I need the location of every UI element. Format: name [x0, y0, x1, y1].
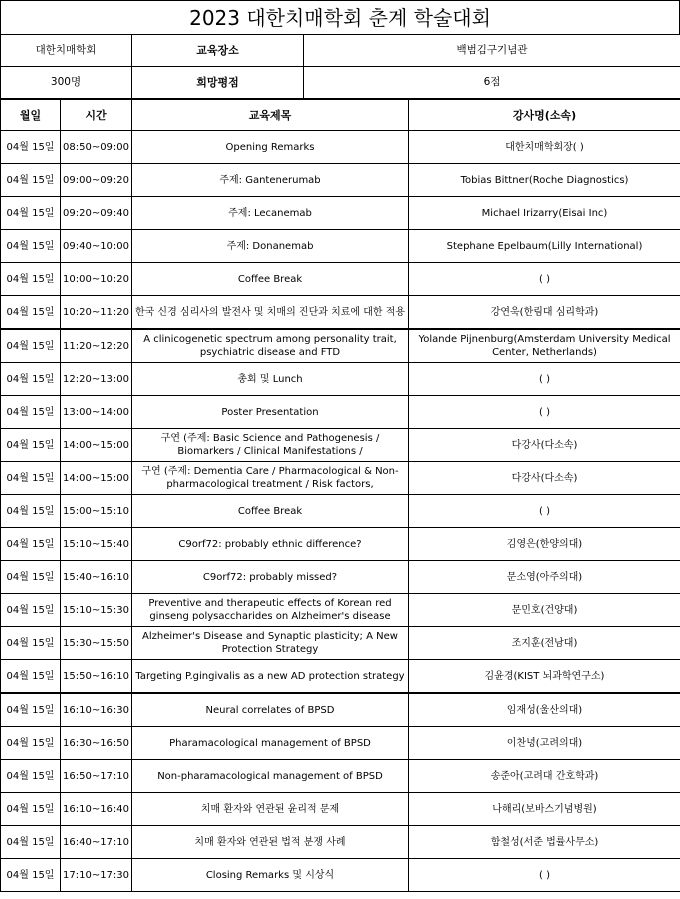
session-time: 09:40~10:00: [61, 230, 132, 263]
session-speaker: ( ): [409, 263, 680, 296]
session-time: 14:00~15:00: [61, 462, 132, 495]
session-date: 04월 15일: [1, 760, 61, 793]
session-time: 12:20~13:00: [61, 363, 132, 396]
session-time: 16:30~16:50: [61, 727, 132, 760]
table-row: [1, 230, 680, 263]
session-topic: Coffee Break: [132, 495, 409, 528]
session-topic: 한국 신경 심리사의 발전사 및 치매의 진단과 치료에 대한 적용: [132, 296, 409, 330]
session-date: 04월 15일: [1, 660, 61, 694]
table-row: [1, 329, 680, 363]
table-row: [1, 760, 680, 793]
session-speaker: Michael Irizarry(Eisai Inc): [409, 197, 680, 230]
session-date: 04월 15일: [1, 693, 61, 727]
session-date: 04월 15일: [1, 594, 61, 627]
session-speaker: 강연욱(한림대 심리학과): [409, 296, 680, 330]
session-topic: Opening Remarks: [132, 131, 409, 164]
session-speaker: 이찬녕(고려의대): [409, 727, 680, 760]
info-row-1: [1, 35, 680, 67]
session-topic: 치매 환자와 연관된 윤리적 문제: [132, 793, 409, 826]
table-row: [1, 131, 680, 164]
header-topic: 교육제목: [132, 100, 409, 131]
session-topic: Pharamacological management of BPSD: [132, 727, 409, 760]
session-date: 04월 15일: [1, 793, 61, 826]
info-table: [0, 34, 680, 99]
session-speaker: ( ): [409, 363, 680, 396]
session-time: 15:40~16:10: [61, 561, 132, 594]
session-speaker: Tobias Bittner(Roche Diagnostics): [409, 164, 680, 197]
session-time: 15:30~15:50: [61, 627, 132, 660]
session-time: 16:10~16:40: [61, 793, 132, 826]
session-speaker: 다강사(다소속): [409, 429, 680, 462]
session-speaker: 임재성(울산의대): [409, 693, 680, 727]
session-speaker: 문민호(건양대): [409, 594, 680, 627]
session-topic: Targeting P.gingivalis as a new AD protection strategy: [132, 660, 409, 694]
session-speaker: ( ): [409, 396, 680, 429]
table-row: [1, 660, 680, 694]
table-row: [1, 164, 680, 197]
session-speaker: ( ): [409, 859, 680, 892]
rating: 6점: [304, 67, 680, 99]
session-time: 10:00~10:20: [61, 263, 132, 296]
table-row: [1, 594, 680, 627]
session-time: 10:20~11:20: [61, 296, 132, 330]
session-speaker: ( ): [409, 495, 680, 528]
table-row: [1, 793, 680, 826]
table-row: [1, 197, 680, 230]
session-date: 04월 15일: [1, 727, 61, 760]
session-topic: 구연 (주제: Basic Science and Pathogenesis / Biomarkers / Clinical Manifestations /: [132, 429, 409, 462]
capacity: 300명: [1, 67, 132, 99]
session-topic: Poster Presentation: [132, 396, 409, 429]
session-time: 16:50~17:10: [61, 760, 132, 793]
rating-label: 희망평점: [132, 67, 304, 99]
session-date: 04월 15일: [1, 263, 61, 296]
session-time: 15:10~15:30: [61, 594, 132, 627]
page-title: 2023 대한치매학회 춘계 학술대회: [0, 0, 680, 34]
session-time: 15:50~16:10: [61, 660, 132, 694]
session-date: 04월 15일: [1, 495, 61, 528]
session-topic: 주제: Gantenerumab: [132, 164, 409, 197]
session-date: 04월 15일: [1, 230, 61, 263]
session-time: 09:20~09:40: [61, 197, 132, 230]
header-speaker: 강사명(소속): [409, 100, 680, 131]
table-row: [1, 826, 680, 859]
session-date: 04월 15일: [1, 329, 61, 363]
session-date: 04월 15일: [1, 296, 61, 330]
table-row: [1, 859, 680, 892]
session-speaker: 함철성(서준 법률사무소): [409, 826, 680, 859]
session-topic: A clinicogenetic spectrum among personality trait, psychiatric disease and FTD: [132, 329, 409, 363]
table-row: [1, 561, 680, 594]
session-time: 15:10~15:40: [61, 528, 132, 561]
session-date: 04월 15일: [1, 197, 61, 230]
session-speaker: 김영은(한양의대): [409, 528, 680, 561]
session-time: 17:10~17:30: [61, 859, 132, 892]
schedule-table: [0, 99, 680, 892]
session-speaker: 김윤경(KIST 뇌과학연구소): [409, 660, 680, 694]
table-row: [1, 528, 680, 561]
session-date: 04월 15일: [1, 826, 61, 859]
session-time: 09:00~09:20: [61, 164, 132, 197]
session-time: 16:40~17:10: [61, 826, 132, 859]
session-date: 04월 15일: [1, 396, 61, 429]
table-row: [1, 429, 680, 462]
session-topic: Preventive and therapeutic effects of Korean red ginseng polysaccharides on Alzheimer's disease: [132, 594, 409, 627]
session-speaker: 조지훈(전남대): [409, 627, 680, 660]
session-time: 16:10~16:30: [61, 693, 132, 727]
session-topic: Alzheimer's Disease and Synaptic plasticity; A New Protection Strategy: [132, 627, 409, 660]
session-time: 08:50~09:00: [61, 131, 132, 164]
table-row: [1, 363, 680, 396]
session-date: 04월 15일: [1, 164, 61, 197]
venue: 백범김구기념관: [304, 35, 680, 67]
session-date: 04월 15일: [1, 561, 61, 594]
session-speaker: 다강사(다소속): [409, 462, 680, 495]
session-topic: 치매 환자와 연관된 법적 분쟁 사례: [132, 826, 409, 859]
table-row: [1, 495, 680, 528]
session-speaker: 나해리(보바스기념병원): [409, 793, 680, 826]
session-time: 11:20~12:20: [61, 329, 132, 363]
session-topic: 총회 및 Lunch: [132, 363, 409, 396]
session-time: 13:00~14:00: [61, 396, 132, 429]
info-row-2: [1, 67, 680, 99]
session-date: 04월 15일: [1, 627, 61, 660]
table-row: [1, 396, 680, 429]
session-speaker: 송준아(고려대 간호학과): [409, 760, 680, 793]
session-date: 04월 15일: [1, 462, 61, 495]
session-date: 04월 15일: [1, 429, 61, 462]
schedule-header: [1, 100, 680, 131]
session-topic: C9orf72: probably ethnic difference?: [132, 528, 409, 561]
organizer: 대한치매학회: [1, 35, 132, 67]
table-row: [1, 727, 680, 760]
session-time: 15:00~15:10: [61, 495, 132, 528]
header-date: 월일: [1, 100, 61, 131]
table-row: [1, 263, 680, 296]
table-row: [1, 627, 680, 660]
session-date: 04월 15일: [1, 131, 61, 164]
session-speaker: 대한치매학회장( ): [409, 131, 680, 164]
session-date: 04월 15일: [1, 528, 61, 561]
session-topic: Coffee Break: [132, 263, 409, 296]
session-topic: Closing Remarks 및 시상식: [132, 859, 409, 892]
session-topic: C9orf72: probably missed?: [132, 561, 409, 594]
session-speaker: Stephane Epelbaum(Lilly International): [409, 230, 680, 263]
table-row: [1, 296, 680, 330]
session-time: 14:00~15:00: [61, 429, 132, 462]
session-speaker: 문소영(아주의대): [409, 561, 680, 594]
session-speaker: Yolande Pijnenburg(Amsterdam University Medical Center, Netherlands): [409, 329, 680, 363]
session-date: 04월 15일: [1, 859, 61, 892]
table-row: [1, 462, 680, 495]
header-time: 시간: [61, 100, 132, 131]
table-row: [1, 693, 680, 727]
session-topic: Neural correlates of BPSD: [132, 693, 409, 727]
session-topic: Non-pharamacological management of BPSD: [132, 760, 409, 793]
session-date: 04월 15일: [1, 363, 61, 396]
session-topic: 구연 (주제: Dementia Care / Pharmacological & Non-pharmacological treatment / Risk factors,: [132, 462, 409, 495]
venue-label: 교육장소: [132, 35, 304, 67]
session-topic: 주제: Lecanemab: [132, 197, 409, 230]
session-topic: 주제: Donanemab: [132, 230, 409, 263]
